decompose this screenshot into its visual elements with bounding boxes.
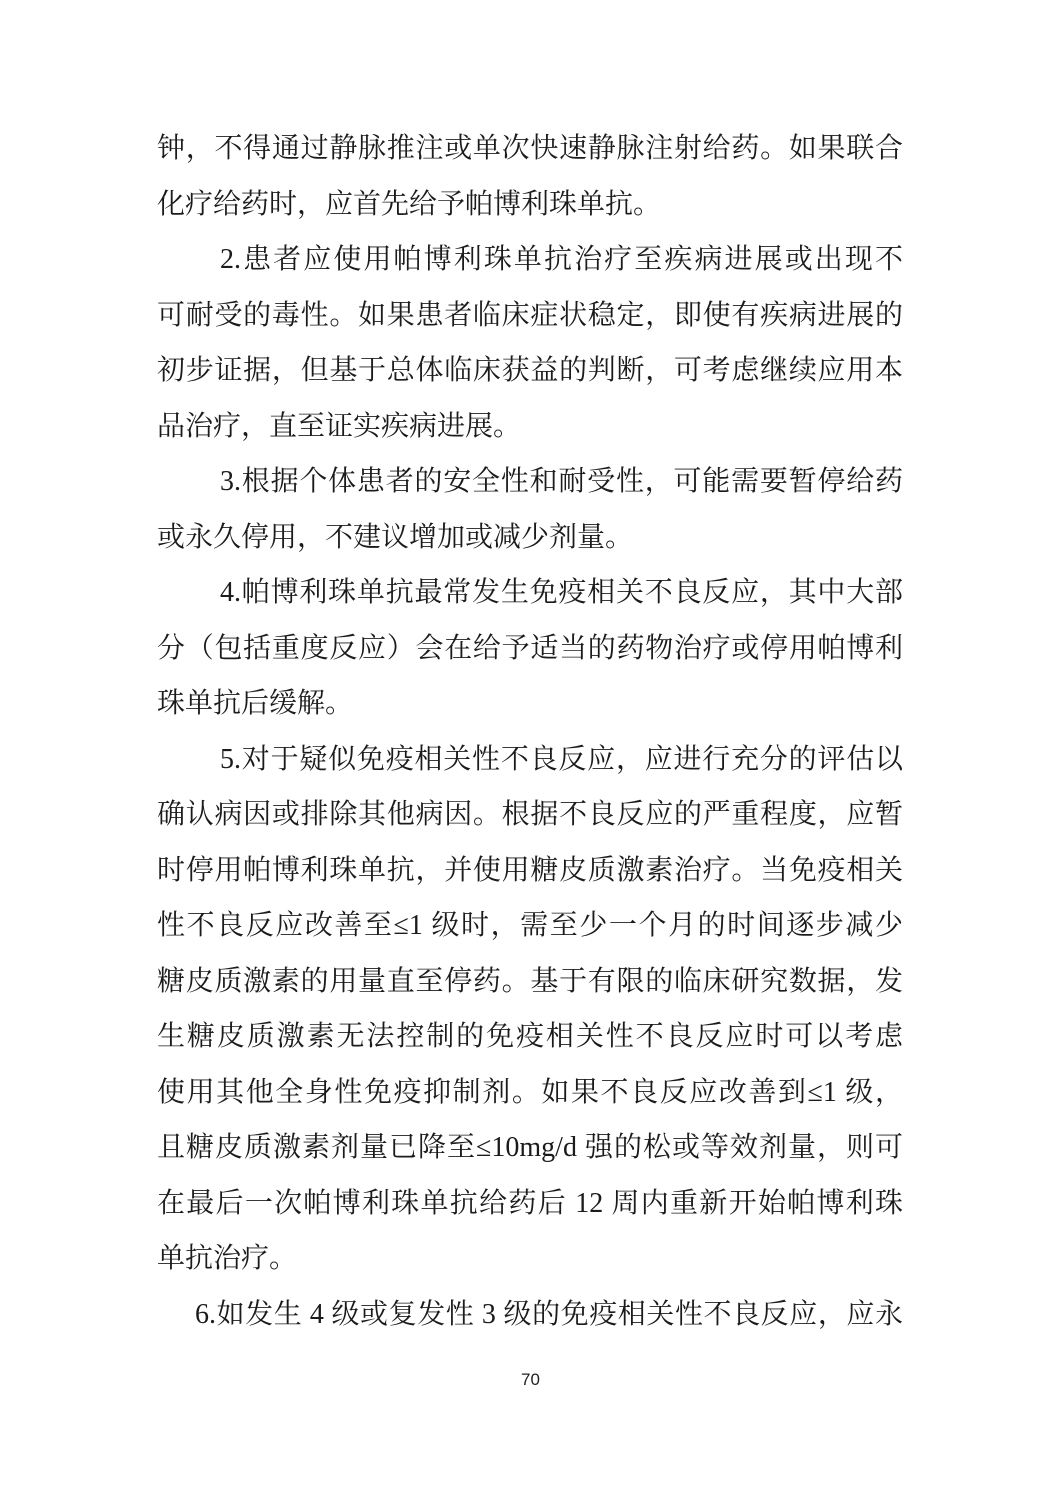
- paragraph-1-continuation: [157, 121, 903, 232]
- text-line: 2.患者应使用帕博利珠单抗治疗至疾病进展或出现不: [220, 244, 903, 275]
- paragraph-2: [157, 232, 903, 454]
- page-number: 70: [521, 1370, 540, 1389]
- text-line: 珠单抗后缓解。: [157, 688, 354, 719]
- text-line: 在最后一次帕博利珠单抗给药后 12 周内重新开始帕博利珠: [157, 1187, 903, 1219]
- text-line: 4.帕博利珠单抗最常发生免疫相关不良反应，其中大部: [220, 577, 903, 608]
- text-line: 确认病因或排除其他病因。根据不良反应的严重程度，应暂: [157, 799, 903, 830]
- paragraph-5: [157, 732, 903, 1287]
- text-content: [157, 121, 903, 1342]
- text-line: 生糖皮质激素无法控制的免疫相关性不良反应时可以考虑: [157, 1021, 903, 1052]
- paragraph-4: [157, 565, 903, 732]
- text-line: 钟，不得通过静脉推注或单次快速静脉注射给药。如果联合: [157, 133, 903, 164]
- text-line: 使用其他全身性免疫抑制剂。如果不良反应改善到≤1 级，: [157, 1076, 903, 1108]
- text-line: 6.如发生 4 级或复发性 3 级的免疫相关性不良反应，应永: [195, 1298, 903, 1330]
- text-line: 分（包括重度反应）会在给予适当的药物治疗或停用帕博利: [157, 632, 903, 664]
- paragraph-6: [157, 1287, 903, 1343]
- text-line: 单抗治疗。: [157, 1243, 298, 1274]
- text-line: 5.对于疑似免疫相关性不良反应，应进行充分的评估以: [220, 743, 903, 775]
- text-line: 性不良反应改善至≤1 级时，需至少一个月的时间逐步减少: [157, 910, 903, 941]
- text-line: 3.根据个体患者的安全性和耐受性，可能需要暂停给药: [220, 466, 903, 497]
- text-line: 初步证据，但基于总体临床获益的判断，可考虑继续应用本: [157, 355, 903, 386]
- text-line: 化疗给药时，应首先给予帕博利珠单抗。: [157, 188, 662, 220]
- text-line: 且糖皮质激素剂量已降至≤10mg/d 强的松或等效剂量，则可: [157, 1132, 903, 1163]
- text-line: 可耐受的毒性。如果患者临床症状稳定，即使有疾病进展的: [157, 299, 903, 331]
- text-line: 或永久停用，不建议增加或减少剂量。: [157, 521, 634, 553]
- text-line: 时停用帕博利珠单抗，并使用糖皮质激素治疗。当免疫相关: [157, 854, 903, 886]
- paragraph-3: [157, 454, 903, 565]
- text-line: 糖皮质激素的用量直至停药。基于有限的临床研究数据，发: [157, 965, 903, 997]
- text-line: 品治疗，直至证实疾病进展。: [157, 410, 522, 442]
